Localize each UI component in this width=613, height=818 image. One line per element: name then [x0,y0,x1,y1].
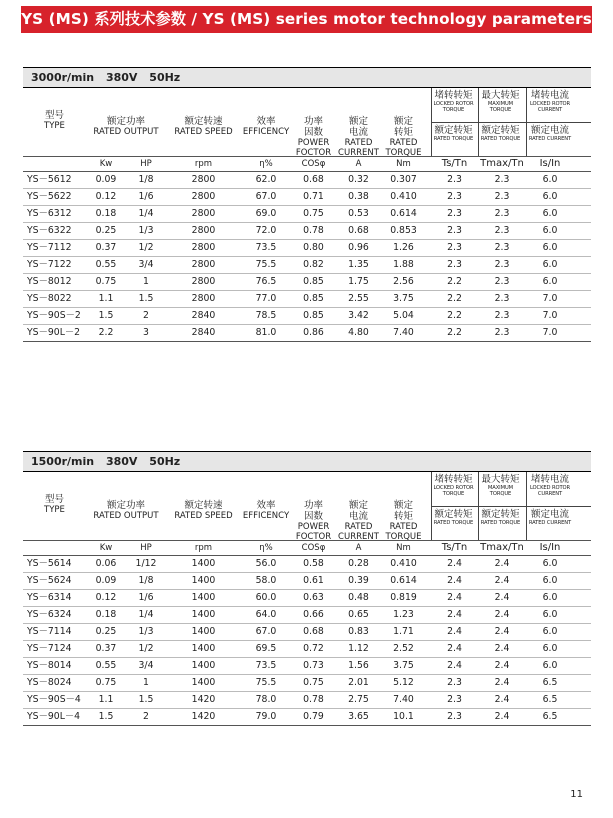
cell-efficiency: 69.0 [255,208,277,219]
cell-ts-tn: 2.3 [447,242,462,253]
cell-type: YS－7114 [27,626,72,637]
cell-tmax-tn: 2.4 [494,677,510,688]
cell-is-in: 6.0 [542,643,558,654]
cell-kw: 0.12 [95,592,117,603]
col-ts-tn-header: 堵转转矩 LOCKED ROTOR TORQUE 额定转矩 RATED TORQUE [433,474,474,526]
cell-hp: 1/12 [135,558,157,569]
cell-kw: 0.25 [95,626,117,637]
cell-ts-tn: 2.3 [447,711,462,722]
cell-ts-tn: 2.3 [447,225,462,236]
cell-efficiency: 72.0 [255,225,277,236]
cell-ts-tn: 2.4 [447,592,462,603]
table-row [23,274,591,291]
cell-kw: 0.06 [95,558,117,569]
cell-torque: 0.410 [390,191,417,202]
cell-tmax-tn: 2.4 [494,558,510,569]
table-header [23,472,591,541]
cell-current: 0.39 [348,575,369,586]
cell-is-in: 6.0 [542,609,558,620]
cell-type: YS－6324 [27,609,72,620]
col-efficiency-header: 效率 EFFICENCY [242,500,290,521]
cell-kw: 0.37 [95,643,117,654]
table-header [23,88,591,157]
cell-torque: 0.410 [390,558,417,569]
cell-is-in: 6.0 [542,174,558,185]
cell-power-factor: 0.85 [303,293,324,304]
cell-is-in: 7.0 [542,327,558,338]
cell-rpm: 1400 [191,592,216,603]
col-speed-header: 额定转速 RATED SPEED [174,500,233,521]
cell-tmax-tn: 2.3 [494,259,510,270]
cell-efficiency: 75.5 [255,259,277,270]
cell-hp: 1/4 [138,208,154,219]
cell-is-in: 7.0 [542,310,558,321]
cell-power-factor: 0.82 [303,259,324,270]
cell-efficiency: 76.5 [255,276,277,287]
cell-efficiency: 58.0 [255,575,277,586]
cell-hp: 1.5 [138,694,154,705]
cell-rpm: 2800 [191,225,216,236]
cell-hp: 1/3 [138,225,154,236]
cell-type: YS－7122 [27,259,72,270]
cell-ts-tn: 2.4 [447,609,462,620]
cell-tmax-tn: 2.4 [494,626,510,637]
cell-ts-tn: 2.3 [447,208,462,219]
cell-torque: 0.614 [390,208,417,219]
cell-tmax-tn: 2.4 [494,609,510,620]
cell-current: 0.96 [348,242,369,253]
table-row [23,658,591,675]
cell-efficiency: 78.5 [255,310,277,321]
cell-power-factor: 0.75 [303,208,324,219]
cell-efficiency: 75.5 [255,677,277,688]
operating-conditions [23,451,591,472]
cell-ts-tn: 2.4 [447,626,462,637]
cell-is-in: 6.0 [542,225,558,236]
cell-kw: 1.5 [98,310,114,321]
cell-torque: 3.75 [393,660,414,671]
cell-rpm: 2840 [191,310,216,321]
table-row [23,240,591,257]
cell-kw: 0.09 [95,575,117,586]
cell-ts-tn: 2.2 [447,327,462,338]
cell-ts-tn: 2.2 [447,310,462,321]
cell-power-factor: 0.58 [303,558,324,569]
cell-current: 0.32 [348,174,369,185]
cell-type: YS－8022 [27,293,72,304]
cell-is-in: 6.0 [542,191,558,202]
col-ts-tn-header: 堵转转矩 LOCKED ROTOR TORQUE 额定转矩 RATED TORQUE [433,90,474,142]
cell-type: YS－90L－2 [27,327,81,338]
cell-hp: 1/8 [138,575,154,586]
cell-efficiency: 78.0 [255,694,277,705]
col-is-in-header: 堵转电流 LOCKED ROTOR CURRENT 额定电流 RATED CURRENT [528,90,572,142]
col-efficiency-header: 效率 EFFICENCY [242,116,290,137]
cell-ts-tn: 2.4 [447,575,462,586]
col-output-header: 额定功率 RATED OUTPUT [93,116,159,137]
cell-rpm: 1400 [191,643,216,654]
cell-kw: 0.12 [95,191,117,202]
cell-hp: 1 [143,276,149,287]
cell-rpm: 2840 [191,327,216,338]
cell-tmax-tn: 2.3 [494,327,510,338]
cell-efficiency: 60.0 [255,592,277,603]
cell-tmax-tn: 2.3 [494,225,510,236]
cell-power-factor: 0.78 [303,694,324,705]
cell-tmax-tn: 2.3 [494,242,510,253]
cell-power-factor: 0.73 [303,660,324,671]
cell-is-in: 6.0 [542,575,558,586]
cell-hp: 1/6 [138,592,154,603]
col-type-header: 型号 TYPE [44,494,65,515]
cell-type: YS－6312 [27,208,72,219]
cell-power-factor: 0.61 [303,575,324,586]
cell-kw: 1.1 [98,694,114,705]
cell-torque: 0.853 [390,225,417,236]
spec-table [23,451,591,726]
cell-torque: 7.40 [393,694,414,705]
col-torque-header: 额定 转矩 RATED TORQUE [385,116,422,158]
cell-torque: 10.1 [393,711,414,722]
table-row [23,189,591,206]
cell-type: YS－7112 [27,242,72,253]
cell-current: 2.55 [348,293,369,304]
cell-rpm: 2800 [191,293,216,304]
cell-kw: 0.75 [95,677,117,688]
cell-type: YS－6322 [27,225,72,236]
cell-efficiency: 81.0 [255,327,277,338]
page-title-banner: YS (MS) 系列技术参数 / YS (MS) series motor technology parameters [21,6,592,33]
table-row [23,675,591,692]
cell-power-factor: 0.85 [303,276,324,287]
cell-torque: 0.819 [390,592,417,603]
spec-table [23,67,591,342]
cell-torque: 1.88 [393,259,414,270]
cell-is-in: 6.0 [542,242,558,253]
cell-is-in: 6.5 [542,711,558,722]
cell-efficiency: 64.0 [255,609,277,620]
col-torque-header: 额定 转矩 RATED TORQUE [385,500,422,542]
cell-torque: 0.614 [390,575,417,586]
cell-torque: 0.307 [390,174,417,185]
table-row [23,172,591,189]
cell-hp: 1/6 [138,191,154,202]
cell-current: 0.65 [348,609,369,620]
cell-rpm: 2800 [191,242,216,253]
frequency-label: 50Hz [149,71,181,84]
cell-type: YS－5622 [27,191,72,202]
cell-torque: 5.04 [393,310,414,321]
cell-kw: 0.18 [95,609,117,620]
cell-hp: 2 [143,711,149,722]
cell-type: YS－90L－4 [27,711,81,722]
cell-power-factor: 0.79 [303,711,324,722]
cell-rpm: 2800 [191,191,216,202]
cell-kw: 0.37 [95,242,117,253]
cell-type: YS－8024 [27,677,72,688]
cell-tmax-tn: 2.4 [494,592,510,603]
cell-power-factor: 0.66 [303,609,324,620]
cell-current: 0.28 [348,558,369,569]
cell-hp: 1/8 [138,174,154,185]
cell-kw: 0.25 [95,225,117,236]
cell-efficiency: 56.0 [255,558,277,569]
cell-type: YS－5612 [27,174,72,185]
cell-tmax-tn: 2.4 [494,643,510,654]
cell-ts-tn: 2.4 [447,558,462,569]
frequency-label: 50Hz [149,455,181,468]
cell-current: 1.12 [348,643,369,654]
col-current-header: 额定 电流 RATED CURRENT [338,500,379,542]
cell-hp: 1.5 [138,293,154,304]
cell-power-factor: 0.78 [303,225,324,236]
table-row [23,607,591,624]
cell-rpm: 1400 [191,660,216,671]
cell-kw: 0.55 [95,259,117,270]
cell-efficiency: 77.0 [255,293,277,304]
table-row [23,291,591,308]
cell-efficiency: 69.5 [255,643,277,654]
cell-hp: 2 [143,310,149,321]
operating-conditions [23,67,591,88]
cell-tmax-tn: 2.4 [494,711,510,722]
cell-ts-tn: 2.3 [447,174,462,185]
cell-rpm: 2800 [191,174,216,185]
cell-is-in: 6.5 [542,694,558,705]
table-row [23,573,591,590]
cell-power-factor: 0.71 [303,191,324,202]
cell-hp: 1 [143,677,149,688]
cell-tmax-tn: 2.3 [494,191,510,202]
cell-current: 3.42 [348,310,369,321]
cell-kw: 1.1 [98,293,114,304]
cell-kw: 0.09 [95,174,117,185]
cell-ts-tn: 2.4 [447,643,462,654]
cell-efficiency: 62.0 [255,174,277,185]
table-row [23,325,591,342]
cell-type: YS－90S－4 [27,694,81,705]
col-output-header: 额定功率 RATED OUTPUT [93,500,159,521]
cell-torque: 3.75 [393,293,414,304]
cell-is-in: 6.0 [542,660,558,671]
cell-efficiency: 67.0 [255,191,277,202]
table-row [23,308,591,325]
cell-is-in: 6.0 [542,558,558,569]
table-row [23,692,591,709]
cell-rpm: 1400 [191,609,216,620]
cell-ts-tn: 2.2 [447,293,462,304]
cell-current: 0.83 [348,626,369,637]
cell-current: 0.53 [348,208,369,219]
col-tmax-tn-header: 最大转矩 MAXIMUM TORQUE 额定转矩 RATED TORQUE [480,90,521,142]
table-body [23,556,591,726]
units-row: Kw HP rpm η% COSφ A Nm Ts/Tn Tmax/Tn Is/In [23,157,591,172]
cell-type: YS－7124 [27,643,72,654]
cell-current: 2.01 [348,677,369,688]
cell-is-in: 6.0 [542,592,558,603]
cell-tmax-tn: 2.4 [494,575,510,586]
cell-rpm: 2800 [191,259,216,270]
cell-rpm: 1400 [191,677,216,688]
table-row [23,590,591,607]
cell-is-in: 6.5 [542,677,558,688]
col-tmax-tn-header: 最大转矩 MAXIMUM TORQUE 额定转矩 RATED TORQUE [480,474,521,526]
cell-efficiency: 79.0 [255,711,277,722]
cell-power-factor: 0.85 [303,310,324,321]
cell-ts-tn: 2.3 [447,677,462,688]
table-row [23,641,591,658]
cell-torque: 1.23 [393,609,414,620]
cell-is-in: 6.0 [542,208,558,219]
cell-hp: 3/4 [138,660,154,671]
table-row [23,556,591,573]
cell-is-in: 6.0 [542,276,558,287]
units-row: Kw HP rpm η% COSφ A Nm Ts/Tn Tmax/Tn Is/In [23,541,591,556]
cell-efficiency: 73.5 [255,660,277,671]
cell-torque: 1.71 [393,626,414,637]
cell-current: 1.35 [348,259,369,270]
cell-torque: 1.26 [393,242,414,253]
cell-type: YS－8012 [27,276,72,287]
cell-kw: 0.55 [95,660,117,671]
cell-type: YS－6314 [27,592,72,603]
table-body [23,172,591,342]
cell-kw: 1.5 [98,711,114,722]
cell-ts-tn: 2.2 [447,276,462,287]
cell-current: 0.48 [348,592,369,603]
speed-label: 1500r/min [31,455,95,468]
cell-torque: 5.12 [393,677,414,688]
cell-kw: 2.2 [98,327,114,338]
cell-current: 1.56 [348,660,369,671]
cell-rpm: 1420 [191,694,216,705]
col-type-header: 型号 TYPE [44,110,65,131]
cell-hp: 1/3 [138,626,154,637]
cell-hp: 3 [143,327,149,338]
cell-kw: 0.18 [95,208,117,219]
cell-current: 4.80 [348,327,369,338]
cell-kw: 0.75 [95,276,117,287]
cell-current: 3.65 [348,711,369,722]
cell-torque: 7.40 [393,327,414,338]
cell-efficiency: 73.5 [255,242,277,253]
cell-type: YS－5624 [27,575,72,586]
cell-ts-tn: 2.4 [447,660,462,671]
cell-tmax-tn: 2.3 [494,174,510,185]
table-row [23,206,591,223]
voltage-label: 380V [105,71,138,84]
cell-current: 0.68 [348,225,369,236]
cell-type: YS－5614 [27,558,72,569]
col-speed-header: 额定转速 RATED SPEED [174,116,233,137]
cell-tmax-tn: 2.3 [494,208,510,219]
page-number: 11 [570,789,583,800]
cell-power-factor: 0.75 [303,677,324,688]
col-power-factor-header: 功率 因数 POWER FOCTOR [295,500,332,542]
cell-efficiency: 67.0 [255,626,277,637]
cell-tmax-tn: 2.3 [494,293,510,304]
voltage-label: 380V [105,455,138,468]
col-power-factor-header: 功率 因数 POWER FOCTOR [295,116,332,158]
table-row [23,624,591,641]
cell-rpm: 1420 [191,711,216,722]
table-row [23,257,591,274]
cell-hp: 1/2 [138,242,154,253]
cell-current: 0.38 [348,191,369,202]
cell-type: YS－8014 [27,660,72,671]
col-current-header: 额定 电流 RATED CURRENT [338,116,379,158]
cell-hp: 1/2 [138,643,154,654]
cell-power-factor: 0.68 [303,626,324,637]
speed-label: 3000r/min [31,71,95,84]
cell-is-in: 6.0 [542,259,558,270]
cell-power-factor: 0.86 [303,327,324,338]
cell-rpm: 2800 [191,208,216,219]
cell-rpm: 1400 [191,626,216,637]
cell-ts-tn: 2.3 [447,191,462,202]
cell-rpm: 2800 [191,276,216,287]
cell-hp: 1/4 [138,609,154,620]
cell-tmax-tn: 2.4 [494,660,510,671]
col-is-in-header: 堵转电流 LOCKED ROTOR CURRENT 额定电流 RATED CURRENT [528,474,572,526]
cell-power-factor: 0.63 [303,592,324,603]
table-row [23,709,591,726]
cell-rpm: 1400 [191,558,216,569]
cell-power-factor: 0.80 [303,242,324,253]
cell-ts-tn: 2.3 [447,694,462,705]
cell-is-in: 6.0 [542,626,558,637]
cell-is-in: 7.0 [542,293,558,304]
cell-tmax-tn: 2.3 [494,276,510,287]
cell-torque: 2.56 [393,276,414,287]
cell-torque: 2.52 [393,643,414,654]
cell-tmax-tn: 2.4 [494,694,510,705]
cell-tmax-tn: 2.3 [494,310,510,321]
cell-current: 1.75 [348,276,369,287]
cell-rpm: 1400 [191,575,216,586]
cell-type: YS－90S－2 [27,310,81,321]
table-row [23,223,591,240]
cell-ts-tn: 2.3 [447,259,462,270]
cell-hp: 3/4 [138,259,154,270]
cell-power-factor: 0.68 [303,174,324,185]
cell-current: 2.75 [348,694,369,705]
cell-power-factor: 0.72 [303,643,324,654]
